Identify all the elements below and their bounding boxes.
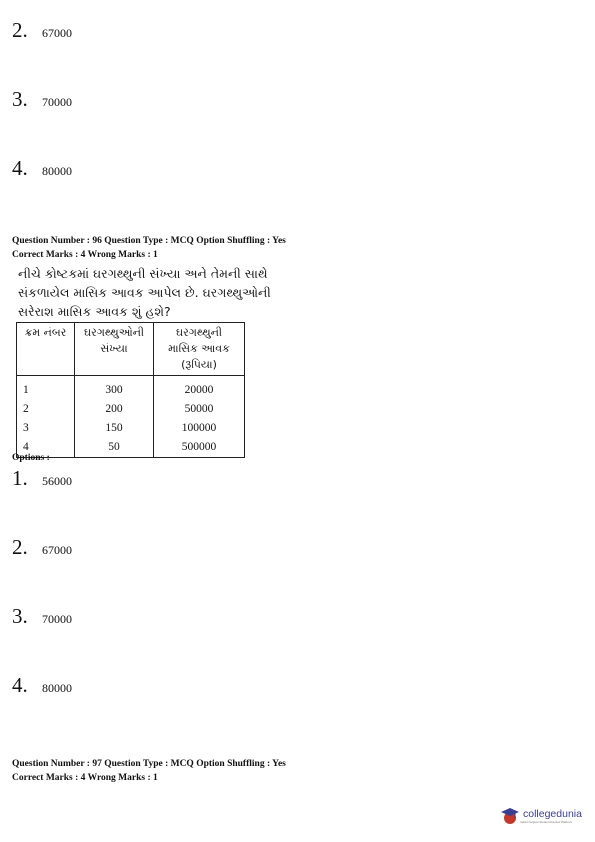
table-cell: 150	[75, 419, 154, 438]
table-cell: 2	[17, 400, 75, 419]
question-text-line: નીચે કોષ્ટકમાં ઘરગથ્થુની સંખ્યા અને તેમની સાથે	[18, 266, 268, 281]
option-3[interactable]	[12, 604, 72, 629]
table-row	[17, 438, 245, 458]
question-96-meta	[12, 234, 286, 262]
question-text-line: સરેરાશ માસિક આવક શું હશે?	[18, 304, 171, 319]
marks-meta-line: Correct Marks : 4 Wrong Marks : 1	[12, 773, 158, 783]
graduate-cap-icon	[500, 806, 520, 826]
table-row	[17, 376, 245, 401]
collegedunia-logo	[500, 806, 582, 826]
table-row	[17, 419, 245, 438]
table-header-row	[17, 323, 245, 376]
table-cell: 4	[17, 438, 75, 458]
header-household-count: ઘરગથ્થુઓની સંખ્યા	[75, 323, 154, 376]
table-cell: 500000	[154, 438, 245, 458]
table-row	[17, 400, 245, 419]
option-1[interactable]	[12, 466, 72, 491]
table-cell: 200	[75, 400, 154, 419]
option-value: 70000	[42, 612, 72, 626]
option-value: 70000	[42, 95, 72, 109]
logo-tagline: India's largest Student Review Platform	[520, 819, 573, 824]
option-value: 80000	[42, 681, 72, 695]
header-serial-number: ક્રમ નંબર	[17, 323, 75, 376]
option-4[interactable]	[12, 673, 72, 698]
option-number: 4.	[12, 673, 28, 697]
table-cell: 50	[75, 438, 154, 458]
table-cell: 3	[17, 419, 75, 438]
table-cell: 1	[17, 376, 75, 401]
option-value: 56000	[42, 474, 72, 488]
option-2[interactable]	[12, 535, 72, 560]
option-number: 2.	[12, 18, 28, 42]
option-value: 80000	[42, 164, 72, 178]
option-number: 4.	[12, 156, 28, 180]
question-text	[18, 264, 318, 321]
table-cell: 100000	[154, 419, 245, 438]
question-meta-line: Question Number : 97 Question Type : MCQ Option Shuffling : Yes	[12, 759, 286, 769]
options-label: Options :	[12, 453, 50, 463]
option-value: 67000	[42, 26, 72, 40]
header-monthly-income: ઘરગથ્થુની માસિક આવક (રૂપિયા)	[154, 323, 245, 376]
option-number: 3.	[12, 87, 28, 111]
table-cell: 20000	[154, 376, 245, 401]
option-number: 2.	[12, 535, 28, 559]
table-cell: 300	[75, 376, 154, 401]
table-cell: 50000	[154, 400, 245, 419]
income-table	[16, 322, 245, 458]
option-4[interactable]	[12, 156, 72, 181]
option-number: 3.	[12, 604, 28, 628]
option-number: 1.	[12, 466, 28, 490]
logo-name: collegedunia	[523, 807, 582, 820]
option-3[interactable]	[12, 87, 72, 112]
option-2[interactable]	[12, 18, 72, 43]
question-97-meta	[12, 757, 286, 785]
question-meta-line: Question Number : 96 Question Type : MCQ Option Shuffling : Yes	[12, 236, 286, 246]
option-value: 67000	[42, 543, 72, 557]
question-text-line: સંકળાયેલ માસિક આવક આપેલ છે. ઘરગથ્થુઓની	[18, 285, 271, 300]
marks-meta-line: Correct Marks : 4 Wrong Marks : 1	[12, 250, 158, 260]
